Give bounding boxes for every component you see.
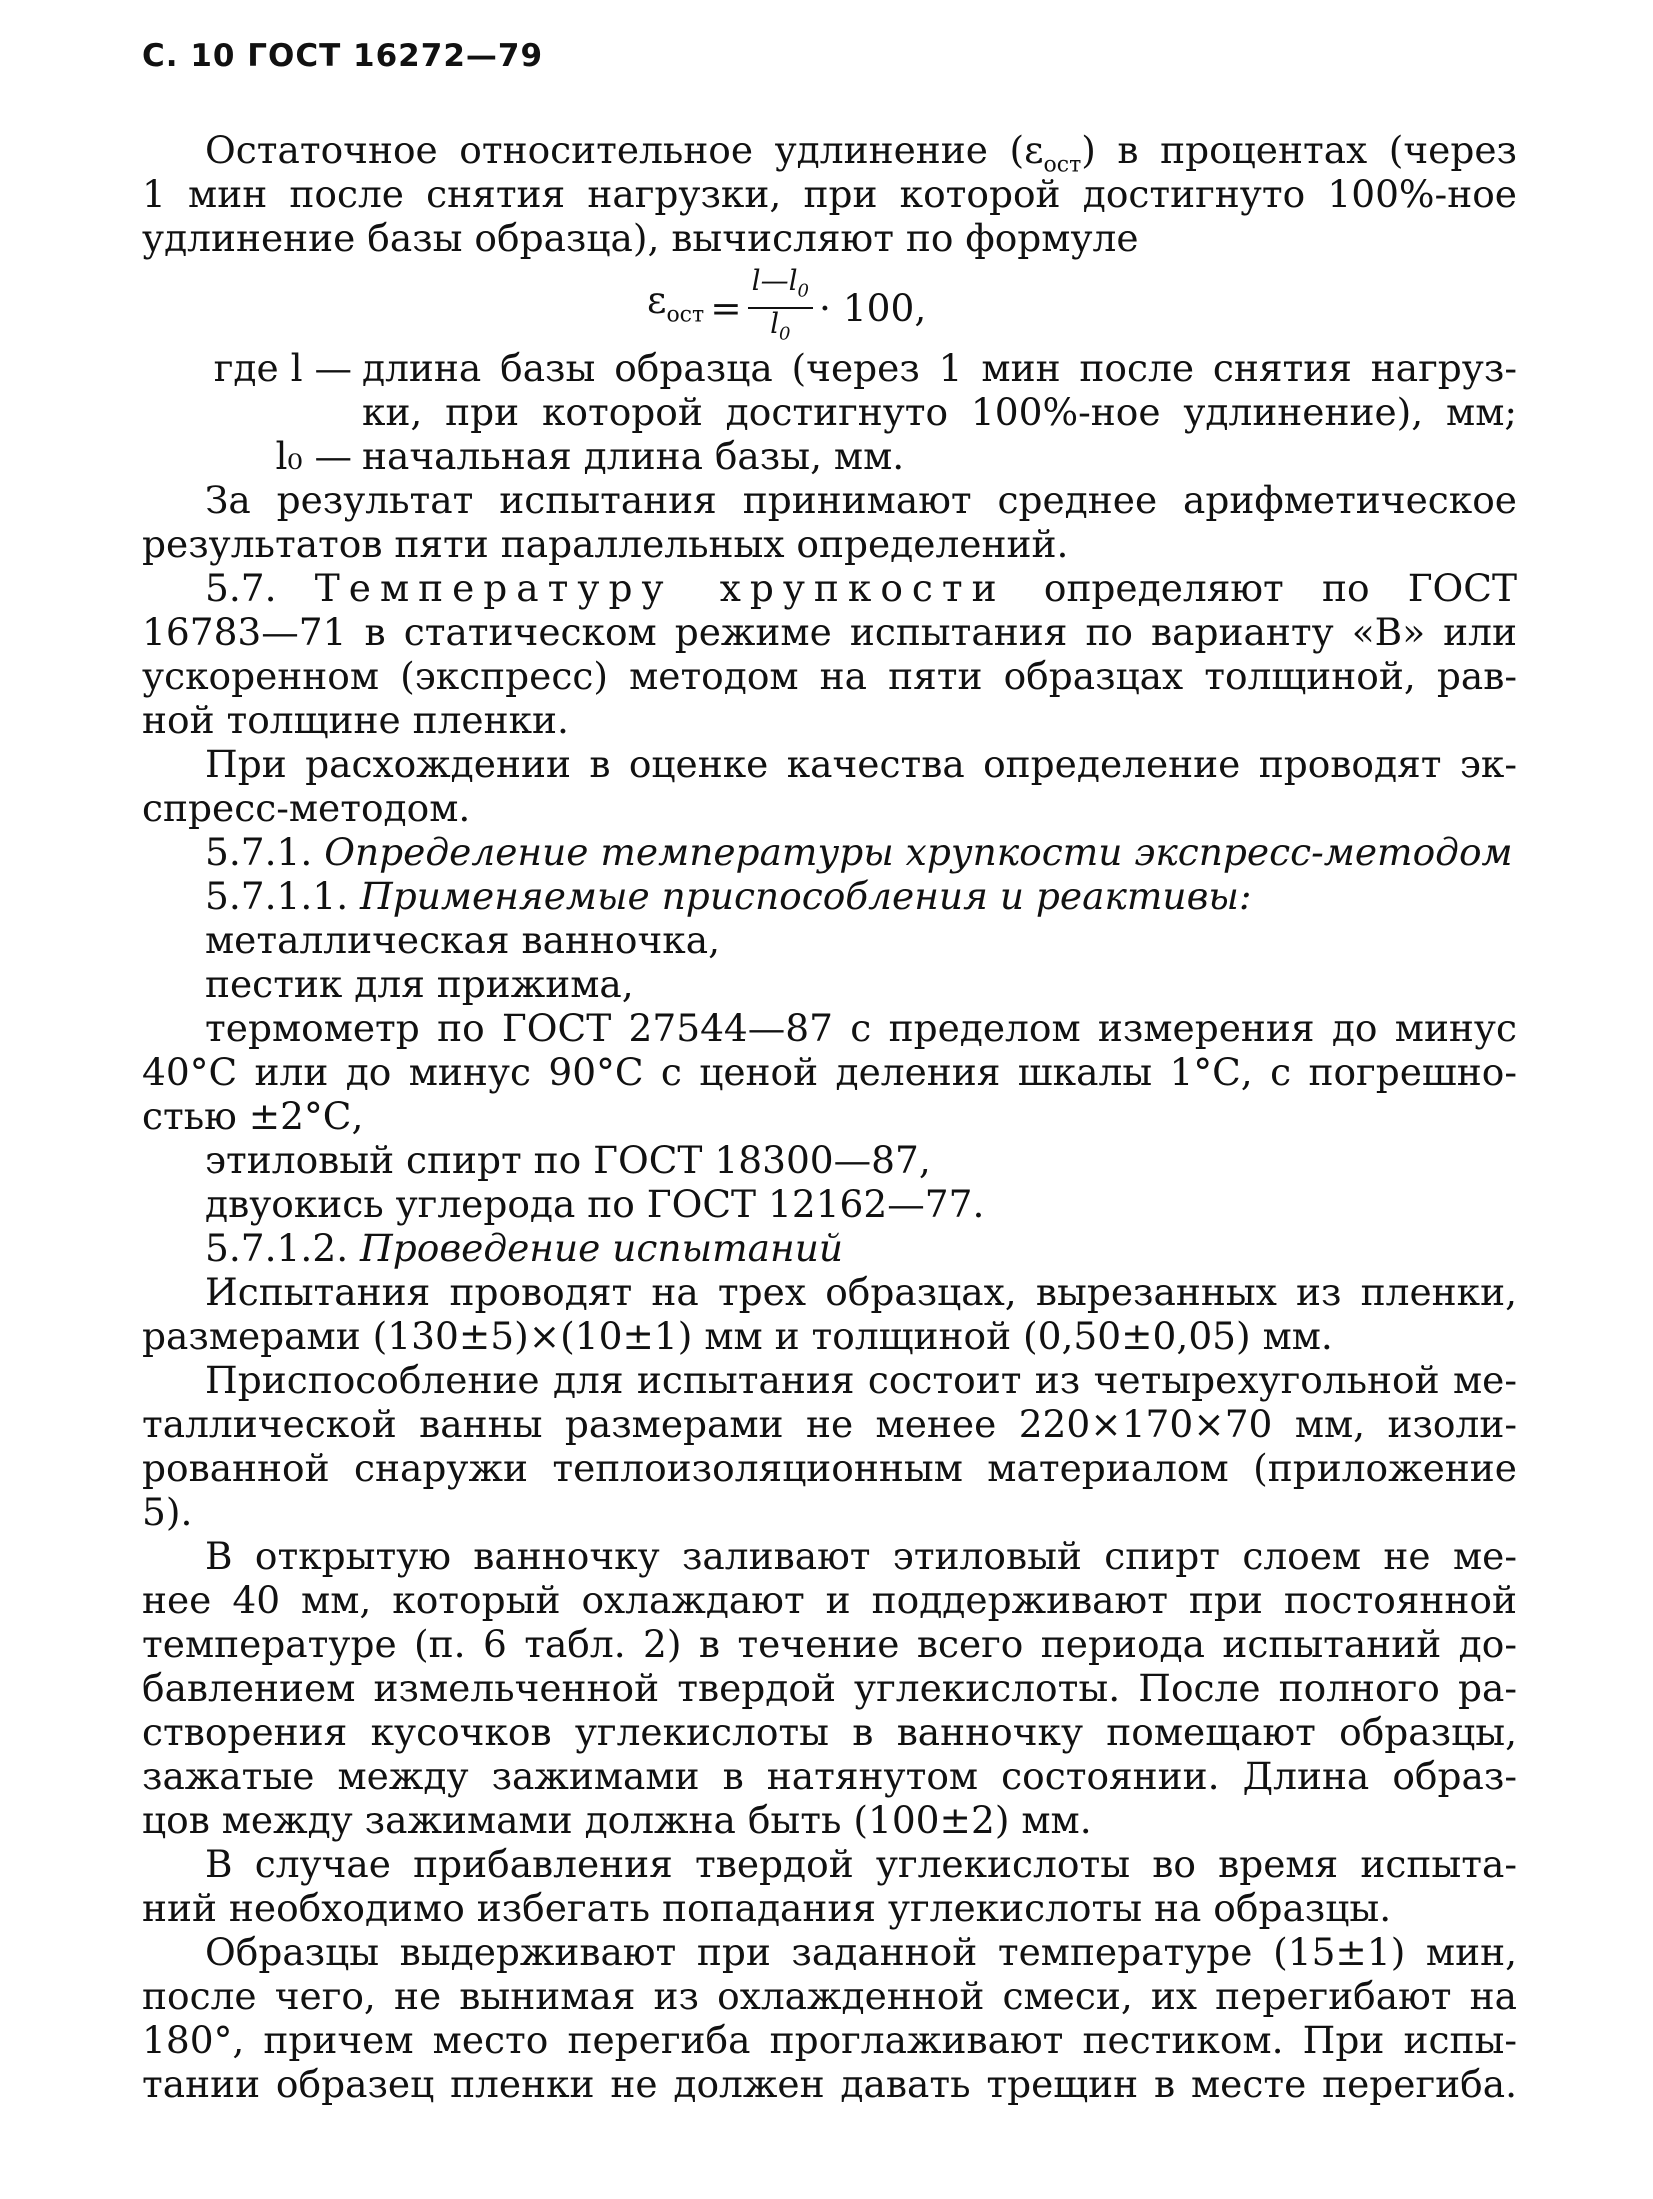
text-line (142, 566, 1517, 610)
text-line (142, 1226, 1517, 1270)
text-line (142, 742, 1517, 786)
text-line (142, 1182, 1517, 1226)
text-line (142, 478, 1517, 522)
text-line (142, 1138, 1517, 1182)
text-line (142, 1666, 1517, 1710)
text-span: бавлением измельченной твердой углекислоты. После полного ра- (142, 1666, 1517, 1710)
text-span: ной толщине пленки. (142, 698, 569, 742)
text-line (142, 522, 1517, 566)
text-span: 5). (142, 1490, 193, 1534)
text-line (142, 1094, 1517, 1138)
text-line (142, 610, 1517, 654)
text-span: Определение температуры хрупкости экспресс-методом (324, 830, 1513, 874)
text-line (142, 1710, 1517, 1754)
text-line (142, 654, 1517, 698)
definition-row (142, 434, 1517, 478)
text-line (142, 918, 1517, 962)
text-line (142, 1446, 1517, 1490)
text-span: 5.7.1.1. (205, 874, 361, 918)
text-span: зажатые между зажимами в натянутом состоянии. Длина образ- (142, 1754, 1517, 1798)
paragraph-line: удлинение базы образца), вычисляют по формуле (142, 216, 1139, 260)
text-span: ний необходимо избегать попадания углекислоты на образцы. (142, 1886, 1392, 1930)
text-line (142, 874, 1517, 918)
text-span: 5.7.1.2. (205, 1226, 361, 1270)
formula-denominator: $l_0$ (770, 306, 791, 345)
formula-lhs: $\varepsilon_{ост}$ (647, 277, 705, 328)
text-line (142, 1050, 1517, 1094)
formula-numerator: $l—l_0$ (748, 266, 813, 309)
text-span: тании образец пленки не должен давать трещин в месте перегиба. (142, 2062, 1517, 2106)
text-span: В случае прибавления твердой углекислоты во время испыта- (205, 1842, 1517, 1886)
text-span: результатов пяти параллельных определений. (142, 522, 1069, 566)
text-span: Температуру хрупкости (314, 566, 1006, 610)
text-line (142, 786, 1517, 830)
text-span: Испытания проводят на трех образцах, вырезанных из пленки, (205, 1270, 1517, 1314)
definition-text: ки, при которой достигнуто 100%-ное удлинение), мм; (362, 390, 1517, 434)
text-span: двуокись углерода по ГОСТ 12162—77. (205, 1182, 985, 1226)
text-line (142, 1974, 1517, 2018)
main-text (142, 478, 1517, 2106)
text-span: 16783—71 в статическом режиме испытания по варианту «В» или (142, 610, 1517, 654)
text-line (142, 1622, 1517, 1666)
paragraph-line: Остаточное относительное удлинение $(\varepsilon_{ост})$ в процентах (через (205, 128, 1517, 178)
text-line (142, 2062, 1517, 2106)
text-span: спресс-методом. (142, 786, 471, 830)
text-span: цов между зажимами должна быть (100±2) мм. (142, 1798, 1092, 1842)
text-span: определяют по ГОСТ (1005, 566, 1517, 610)
text-span: размерами (130±5)×(10±1) мм и толщиной (0,50±0,05) мм. (142, 1314, 1333, 1358)
text-line (142, 1754, 1517, 1798)
text-span: температуре (п. 6 табл. 2) в течение всего периода испытаний до- (142, 1622, 1517, 1666)
formula-equals: = (710, 285, 742, 330)
text-line (142, 2018, 1517, 2062)
formula-fraction (748, 266, 813, 349)
definition-row (142, 346, 1517, 390)
text-line (142, 1270, 1517, 1314)
text-line (142, 698, 1517, 742)
text-line (142, 1314, 1517, 1358)
text-line (142, 830, 1517, 874)
text-span: Применяемые приспособления и реактивы: (360, 874, 1252, 918)
text-span: 5.7.1. (205, 830, 325, 874)
text-span: За результат испытания принимают среднее арифметическое (205, 478, 1517, 522)
definition-row (142, 390, 1517, 434)
text-line (142, 1930, 1517, 1974)
formula (142, 260, 1517, 346)
text-span: Приспособление для испытания состоит из четырехугольной ме- (205, 1358, 1517, 1402)
text-line (142, 1006, 1517, 1050)
text-line (142, 1886, 1517, 1930)
text-span: 180°, причем место перегиба проглаживают пестиком. При испы- (142, 2018, 1517, 2062)
text-span: этиловый спирт по ГОСТ 18300—87, (205, 1138, 931, 1182)
text-line (142, 1798, 1517, 1842)
where-block (142, 346, 1517, 478)
text-span: пестик для прижима, (205, 962, 634, 1006)
text-span: Образцы выдерживают при заданной температуре (15±1) мин, (205, 1930, 1517, 1974)
formula-tail: · 100, (818, 285, 927, 330)
definition-text: длина базы образца (через 1 мин после снятия нагруз- (362, 346, 1517, 390)
text-span: При расхождении в оценке качества определение проводят эк- (205, 742, 1517, 786)
body-text (142, 128, 1517, 2106)
text-line (142, 1490, 1517, 1534)
text-span: термометр по ГОСТ 27544—87 с пределом измерения до минус (205, 1006, 1517, 1050)
text-span: В открытую ванночку заливают этиловый спирт слоем не ме- (205, 1534, 1517, 1578)
definition-symbol (142, 390, 362, 434)
text-span: стью ±2°С, (142, 1094, 364, 1138)
text-span: таллической ванны размерами не менее 220×170×70 мм, изоли- (142, 1402, 1517, 1446)
text-span: ускоренном (экспресс) методом на пяти образцах толщиной, рав- (142, 654, 1517, 698)
text-span: 5.7. (205, 566, 315, 610)
text-span: 40°С или до минус 90°С с ценой деления шкалы 1°С, с погрешно- (142, 1050, 1517, 1094)
text-span: после чего, не вынимая из охлажденной смеси, их перегибают на (142, 1974, 1517, 2018)
text-span: нее 40 мм, который охлаждают и поддерживают при постоянной (142, 1578, 1517, 1622)
paragraph-line: 1 мин после снятия нагрузки, при которой достигнуто 100%-ное (142, 172, 1517, 216)
text-line (142, 1358, 1517, 1402)
text-line (142, 1578, 1517, 1622)
text-line (142, 1402, 1517, 1446)
text-span: створения кусочков углекислоты в ванночку помещают образцы, (142, 1710, 1517, 1754)
definition-symbol: где l — (213, 346, 352, 390)
definition-text: начальная длина базы, мм. (362, 434, 905, 478)
text-line (142, 1842, 1517, 1886)
text-span: рованной снаружи теплоизоляционным материалом (приложение (142, 1446, 1517, 1490)
text-line (142, 962, 1517, 1006)
definition-symbol: l₀ — (275, 434, 352, 478)
text-span: Проведение испытаний (360, 1226, 844, 1270)
text-span: металлическая ванночка, (205, 918, 721, 962)
page-header: С. 10 ГОСТ 16272—79 (142, 38, 544, 74)
text-line (142, 1534, 1517, 1578)
